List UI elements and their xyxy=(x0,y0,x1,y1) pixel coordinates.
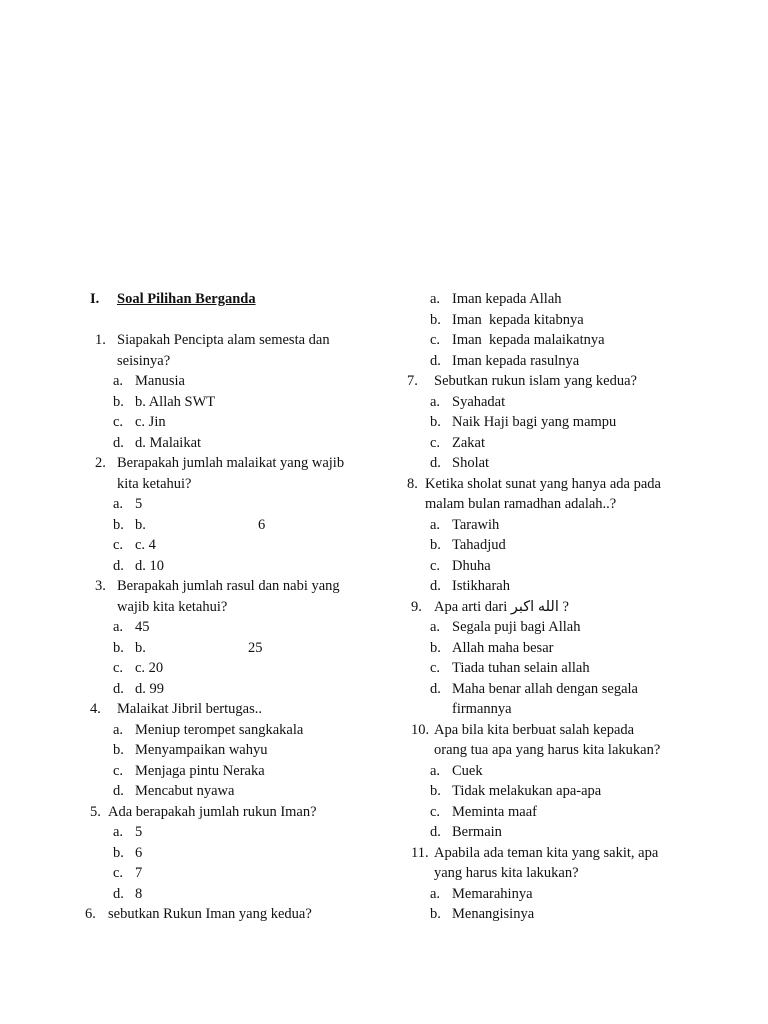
option-letter: a. xyxy=(430,517,441,533)
option-extra-value: 25 xyxy=(248,640,263,656)
question-text: Sebutkan rukun islam yang kedua? xyxy=(434,373,637,389)
option-text: b. Allah SWT xyxy=(135,394,216,410)
option-letter: a. xyxy=(430,886,441,902)
option-letter: a. xyxy=(113,619,124,635)
question-number: 2. xyxy=(95,455,106,471)
option-letter: d. xyxy=(113,558,124,574)
option-text: c. Jin xyxy=(135,414,166,430)
option-letter: a. xyxy=(430,291,441,307)
option-text: Iman kepada malaikatnya xyxy=(452,332,605,348)
question-text: Ketika sholat sunat yang hanya ada pada xyxy=(425,476,661,492)
option-letter: a. xyxy=(430,394,441,410)
option-text: Memarahinya xyxy=(452,886,533,902)
option-text: 7 xyxy=(135,865,143,881)
option-text: Sholat xyxy=(452,455,490,471)
option-text: Menyampaikan wahyu xyxy=(135,742,268,758)
option-text: Tahadjud xyxy=(452,537,506,553)
option-text: Cuek xyxy=(452,763,483,779)
option-extra-value: 6 xyxy=(258,517,266,533)
question-number: 8. xyxy=(407,476,418,492)
option-letter: c. xyxy=(430,804,441,820)
option-text: Naik Haji bagi yang mampu xyxy=(452,414,617,430)
option-text: Tarawih xyxy=(452,517,500,533)
option-text: Tidak melakukan apa-apa xyxy=(452,783,602,799)
option-letter: a. xyxy=(113,373,124,389)
option-text: c. 4 xyxy=(135,537,156,553)
question-text: sebutkan Rukun Iman yang kedua? xyxy=(108,906,312,922)
option-text: d. 99 xyxy=(135,681,164,697)
question-text: kita ketahui? xyxy=(117,476,192,492)
option-letter: d. xyxy=(430,681,441,697)
question-text: Berapakah jumlah rasul dan nabi yang xyxy=(117,578,340,594)
option-text-continued: firmannya xyxy=(452,701,512,717)
option-letter: d. xyxy=(113,435,124,451)
question-number: 11. xyxy=(411,845,429,861)
question-text: Siapakah Pencipta alam semesta dan xyxy=(117,332,330,348)
option-text: Bermain xyxy=(452,824,502,840)
option-text: Meminta maaf xyxy=(452,804,537,820)
option-letter: b. xyxy=(113,517,124,533)
question-text: Apabila ada teman kita yang sakit, apa xyxy=(434,845,659,861)
option-letter: a. xyxy=(430,763,441,779)
option-letter: c. xyxy=(430,435,441,451)
option-letter: d. xyxy=(430,455,441,471)
option-letter: d. xyxy=(113,681,124,697)
option-text: d. 10 xyxy=(135,558,164,574)
option-letter: c. xyxy=(430,332,441,348)
option-letter: d. xyxy=(113,783,124,799)
option-text: Iman kepada rasulnya xyxy=(452,353,580,369)
option-letter: b. xyxy=(430,537,441,553)
option-letter: b. xyxy=(430,312,441,328)
question-text: seisinya? xyxy=(117,353,171,369)
option-text: 45 xyxy=(135,619,150,635)
option-text: b. xyxy=(135,517,146,533)
option-letter: b. xyxy=(430,906,441,922)
option-text: Allah maha besar xyxy=(452,640,554,656)
option-text: Istikharah xyxy=(452,578,510,594)
option-letter: c. xyxy=(430,558,441,574)
option-letter: d. xyxy=(430,353,441,369)
option-text: Mencabut nyawa xyxy=(135,783,235,799)
option-letter: a. xyxy=(113,496,124,512)
question-number: 9. xyxy=(411,599,422,615)
option-letter: c. xyxy=(113,660,124,676)
question-number: 5. xyxy=(90,804,101,820)
option-letter: b. xyxy=(113,394,124,410)
question-text: malam bulan ramadhan adalah..? xyxy=(425,496,617,512)
option-letter: d. xyxy=(113,886,124,902)
option-letter: b. xyxy=(113,742,124,758)
option-text: Syahadat xyxy=(452,394,506,410)
question-text xyxy=(434,597,569,617)
question-text-suffix: ? xyxy=(562,599,569,615)
question-text: Apa bila kita berbuat salah kepada xyxy=(434,722,635,738)
option-letter: b. xyxy=(430,640,441,656)
option-letter: b. xyxy=(113,845,124,861)
question-number: 6. xyxy=(85,906,96,922)
option-letter: a. xyxy=(113,722,124,738)
question-text: yang harus kita lakukan? xyxy=(434,865,579,881)
section-numeral: I. xyxy=(90,291,100,307)
question-text: wajib kita ketahui? xyxy=(117,599,228,615)
option-text: Dhuha xyxy=(452,558,491,574)
option-text: Segala puji bagi Allah xyxy=(452,619,581,635)
option-text: Iman kepada kitabnya xyxy=(452,312,584,328)
option-letter: c. xyxy=(430,660,441,676)
option-letter: d. xyxy=(430,824,441,840)
option-letter: a. xyxy=(113,824,124,840)
option-text: Menjaga pintu Neraka xyxy=(135,763,265,779)
option-letter: d. xyxy=(430,578,441,594)
question-number: 3. xyxy=(95,578,106,594)
option-letter: c. xyxy=(113,763,124,779)
option-text: b. xyxy=(135,640,146,656)
question-number: 7. xyxy=(407,373,418,389)
arabic-phrase: الله اكبر xyxy=(510,599,559,615)
option-text: Tiada tuhan selain allah xyxy=(452,660,590,676)
question-number: 10. xyxy=(411,722,430,738)
question-number: 4. xyxy=(90,701,101,717)
question-text: orang tua apa yang harus kita lakukan? xyxy=(434,742,661,758)
option-text: 8 xyxy=(135,886,143,902)
option-text: 5 xyxy=(135,824,143,840)
option-letter: b. xyxy=(430,783,441,799)
question-text-prefix: Apa arti dari xyxy=(434,599,508,615)
option-letter: a. xyxy=(430,619,441,635)
question-number: 1. xyxy=(95,332,106,348)
option-letter: c. xyxy=(113,537,124,553)
question-text: Berapakah jumlah malaikat yang wajib xyxy=(117,455,345,471)
option-letter: b. xyxy=(430,414,441,430)
option-text: Menangisinya xyxy=(452,906,535,922)
question-text: Ada berapakah jumlah rukun Iman? xyxy=(108,804,317,820)
question-text: Malaikat Jibril bertugas.. xyxy=(117,701,262,717)
option-text: Maha benar allah dengan segala xyxy=(452,681,638,697)
option-text: Iman kepada Allah xyxy=(452,291,562,307)
option-letter: b. xyxy=(113,640,124,656)
option-letter: c. xyxy=(113,414,124,430)
option-text: d. Malaikat xyxy=(135,435,202,451)
option-text: c. 20 xyxy=(135,660,164,676)
option-text: Meniup terompet sangkakala xyxy=(135,722,304,738)
option-text: Zakat xyxy=(452,435,486,451)
option-text: Manusia xyxy=(135,373,185,389)
option-letter: c. xyxy=(113,865,124,881)
section-heading: Soal Pilihan Berganda xyxy=(117,291,256,307)
option-text: 6 xyxy=(135,845,143,861)
option-text: 5 xyxy=(135,496,143,512)
